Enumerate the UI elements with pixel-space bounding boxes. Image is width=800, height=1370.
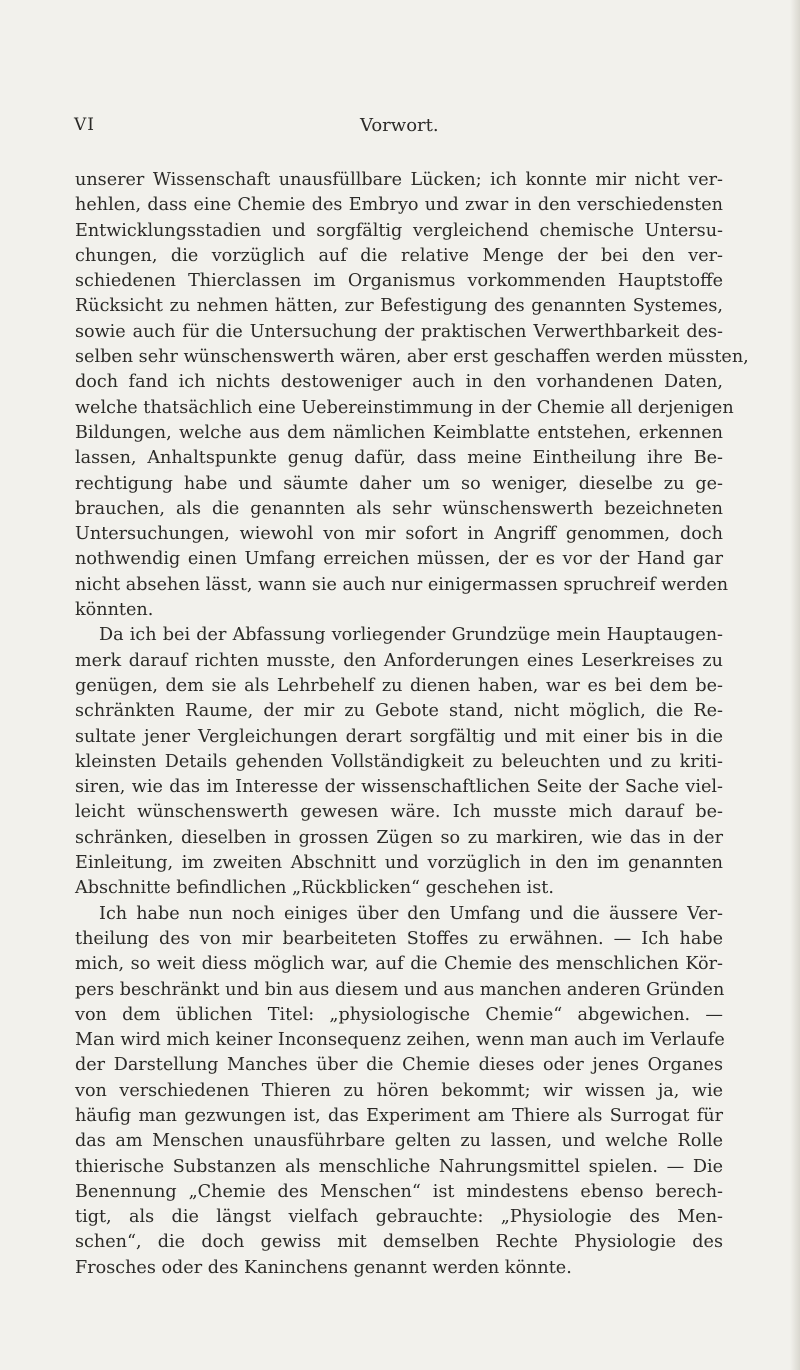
text-line: chungen, die vorzüglich auf die relative Menge der bei den ver- bbox=[75, 245, 723, 266]
text-line: Bildungen, welche aus dem nämlichen Keimblatte entstehen, erkennen bbox=[75, 422, 723, 443]
text-line: hehlen, dass eine Chemie des Embryo und zwar in den verschiedensten bbox=[75, 195, 723, 216]
text-line: Frosches oder des Kaninchens genannt werden könnte. bbox=[75, 1257, 572, 1278]
text-line: Entwicklungsstadien und sorgfältig vergleichend chemische Untersu- bbox=[75, 220, 723, 241]
body-text bbox=[75, 168, 749, 1281]
text-line: selben sehr wünschenswerth wären, aber erst geschaffen werden müssten, bbox=[75, 347, 749, 368]
text-line: Benennung „Chemie des Menschen“ ist mindestens ebenso berech- bbox=[75, 1181, 723, 1202]
text-line: welche thatsächlich eine Uebereinstimmung in der Chemie all derjenigen bbox=[75, 397, 734, 418]
text-line: schen“, die doch gewiss mit demselben Rechte Physiologie des bbox=[75, 1232, 723, 1253]
text-line: siren, wie das im Interesse der wissenschaftlichen Seite der Sache viel- bbox=[75, 777, 723, 798]
page-header bbox=[0, 115, 800, 145]
text-line: sowie auch für die Untersuchung der praktischen Verwerthbarkeit des- bbox=[75, 321, 723, 342]
text-line: nothwendig einen Umfang erreichen müssen, der es vor der Hand gar bbox=[75, 549, 723, 570]
text-line: Ich habe nun noch einiges über den Umfang und die äussere Ver- bbox=[99, 903, 723, 924]
text-line: thierische Substanzen als menschliche Nahrungsmittel spielen. — Die bbox=[75, 1156, 723, 1177]
text-line: sultate jener Vergleichungen derart sorgfältig und mit einer bis in die bbox=[75, 726, 723, 747]
text-line: der Darstellung Manches über die Chemie dieses oder jenes Organes bbox=[75, 1055, 723, 1076]
text-line: doch fand ich nichts destoweniger auch in den vorhandenen Daten, bbox=[75, 372, 723, 393]
text-line: schränkten Raume, der mir zu Gebote stand, nicht möglich, die Re- bbox=[75, 701, 723, 722]
running-head: Vorwort. bbox=[360, 115, 439, 136]
text-line: Rücksicht zu nehmen hätten, zur Befestigung des genannten Systemes, bbox=[75, 296, 723, 317]
text-line: Da ich bei der Abfassung vorliegender Grundzüge mein Hauptaugen- bbox=[99, 625, 723, 646]
text-line: von dem üblichen Titel: „physiologische Chemie“ abgewichen. — bbox=[75, 1004, 723, 1025]
text-line: könnten. bbox=[75, 600, 154, 621]
text-line: unserer Wissenschaft unausfüllbare Lücken; ich konnte mir nicht ver- bbox=[75, 170, 723, 190]
page-edge-shadow bbox=[790, 0, 800, 1370]
text-line: häufig man gezwungen ist, das Experiment am Thiere als Surrogat für bbox=[75, 1105, 723, 1126]
text-line: Man wird mich keiner Inconsequenz zeihen, wenn man auch im Verlaufe bbox=[75, 1030, 725, 1051]
text-line: das am Menschen unausführbare gelten zu lassen, und welche Rolle bbox=[75, 1131, 723, 1152]
text-line: merk darauf richten musste, den Anforderungen eines Leserkreises zu bbox=[75, 650, 723, 671]
text-line: von verschiedenen Thieren zu hören bekommt; wir wissen ja, wie bbox=[75, 1080, 723, 1101]
text-line: brauchen, als die genannten als sehr wünschenswerth bezeichneten bbox=[75, 498, 723, 519]
text-line: lassen, Anhaltspunkte genug dafür, dass meine Eintheilung ihre Be- bbox=[75, 448, 723, 469]
text-line: Abschnitte befindlichen „Rückblicken“ geschehen ist. bbox=[75, 878, 554, 899]
text-line: schiedenen Thierclassen im Organismus vorkommenden Hauptstoffe bbox=[75, 271, 723, 292]
text-line: tigt, als die längst vielfach gebrauchte: „Physiologie des Men- bbox=[75, 1207, 723, 1228]
text-line: theilung des von mir bearbeiteten Stoffes zu erwähnen. — Ich habe bbox=[75, 928, 723, 949]
text-line: schränken, dieselben in grossen Zügen so zu markiren, wie das in der bbox=[75, 827, 723, 848]
text-line: genügen, dem sie als Lehrbehelf zu dienen haben, war es bei dem be- bbox=[75, 675, 723, 696]
text-line: pers beschränkt und bin aus diesem und aus manchen anderen Gründen bbox=[75, 979, 725, 1000]
text-line: mich, so weit diess möglich war, auf die Chemie des menschlichen Kör- bbox=[75, 954, 723, 975]
text-line: Untersuchungen, wiewohl von mir sofort in Angriff genommen, doch bbox=[75, 524, 723, 545]
text-line: rechtigung habe und säumte daher um so weniger, dieselbe zu ge- bbox=[75, 473, 723, 494]
text-line: nicht absehen lässt, wann sie auch nur einigermassen spruchreif werden bbox=[75, 574, 729, 595]
text-line: leicht wünschenswerth gewesen wäre. Ich musste mich darauf be- bbox=[75, 802, 723, 823]
page-number: VI bbox=[74, 115, 95, 135]
text-line: kleinsten Details gehenden Vollständigkeit zu beleuchten und zu kriti- bbox=[75, 751, 723, 772]
text-line: Einleitung, im zweiten Abschnitt und vorzüglich in den im genannten bbox=[75, 853, 723, 874]
